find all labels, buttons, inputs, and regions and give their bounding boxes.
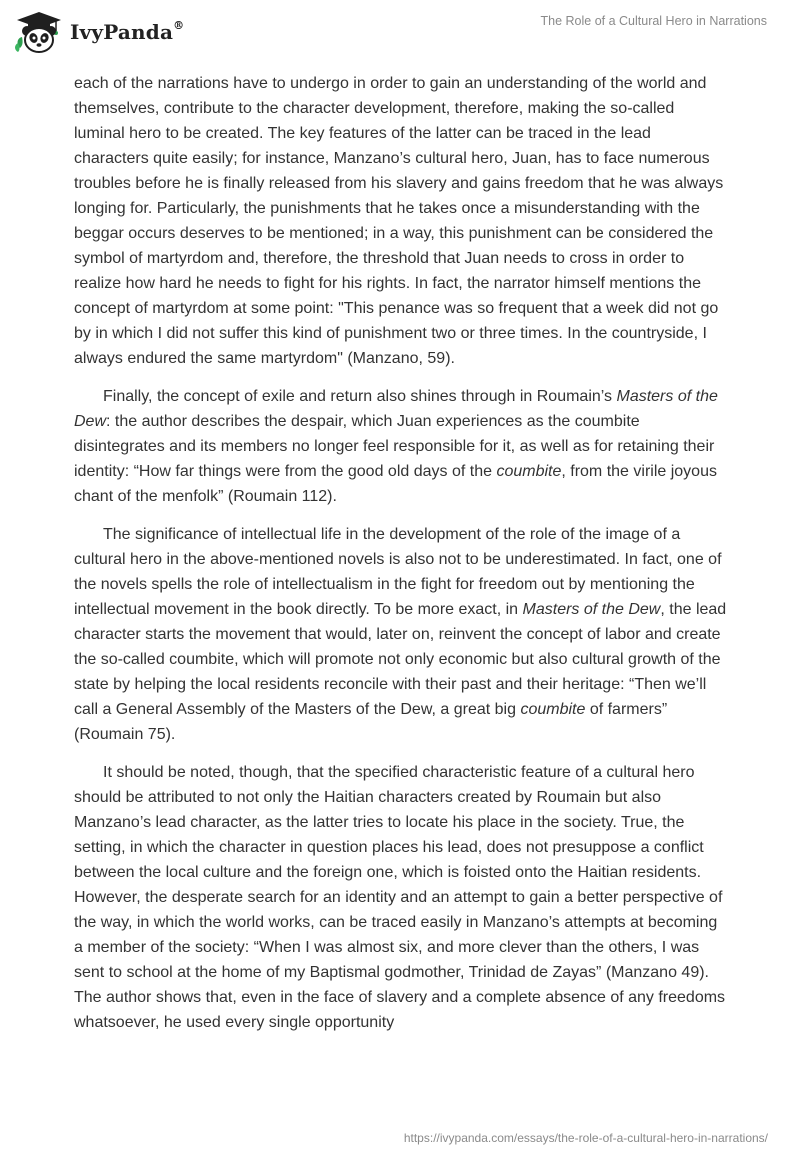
page-header (0, 0, 800, 70)
document-title: The Role of a Cultural Hero in Narrations (540, 14, 767, 28)
source-url-link[interactable]: https://ivypanda.com/essays/the-role-of-a-cultural-hero-in-narrations/ (403, 1131, 768, 1145)
paragraph-1: each of the narrations have to undergo in order to gain an understanding of the world and themselves, contribute to the character development, therefore, making the so-called luminal hero to be created. The key features of the latter can be traced in the lead characters quite easily; for instance, Manzano’s cultural hero, Juan, has to face numerous troubles before he is finally released from his slavery and gains freedom that he was always longing for. Particularly, the punishments that he takes once a misunderstanding with the beggar occurs deserves to be mentioned; in a way, this punishment can be considered the symbol of martyrdom and, therefore, the threshold that Juan needs to cross in order to realize how hard he needs to fight for his rights. In fact, the narrator himself mentions the concept of martyrdom at some point: "This penance was so frequent that a week did not go by in which I did not suffer this kind of punishment two or three times. In the countryside, I always endured the same martyrdom" (Manzano, 59). (74, 75, 724, 367)
term-italic: coumbite (520, 701, 586, 718)
term-italic: coumbite (496, 463, 562, 480)
book-title-italic: Masters of the Dew (74, 388, 718, 430)
book-title-italic: Masters of the Dew (522, 601, 661, 618)
paragraph-2: Finally, the concept of exile and return also shines through in Roumain’s Masters of the Dew: the author describes the despair, which Juan experiences as the coumbite disintegrates and its members no longer feel responsible for it, as well as for retaining their identity: “How far things were from the good old days of the coumbite, from the virile joyous chant of the menfolk” (Roumain 112). (74, 388, 718, 505)
paragraph-4: It should be noted, though, that the specified characteristic feature of a cultural hero should be attributed to not only the Haitian characters created by Roumain but also Manzano’s lead character, as the latter tries to locate his place in the society. True, the setting, in which the character in question places his lead, does not presuppose a conflict between the local culture and the foreign one, which is foisted onto the Haitian residents. However, the desperate search for an identity and an attempt to gain a better perspective of the way, in which the world works, can be traced easily in Manzano’s attempts at becoming a member of the society: “When I was almost six, and more clever than the others, I was sent to school at the home of my Baptismal godmother, Trinidad de Zayas” (Manzano 49). The author shows that, even in the face of slavery and a complete absence of any freedoms whatsoever, he used every single opportunity (74, 764, 726, 1031)
essay-body (74, 71, 728, 1048)
panda-graduate-logo-icon (14, 10, 64, 54)
brand-name: IvyPanda® (70, 19, 185, 44)
registered-mark: ® (173, 19, 185, 33)
brand-logo[interactable] (14, 10, 184, 54)
paragraph-3: The significance of intellectual life in the development of the role of the image of a cultural hero in the above-mentioned novels is also not to be underestimated. In fact, one of the novels spells the role of intellectualism in the fight for freedom out by mentioning the intellectual movement in the book directly. To be more exact, in Masters of the Dew, the lead character starts the movement that would, later on, reinvent the concept of labor and create the so-called coumbite, which will promote not only economic but also cultural growth of the state by helping the local residents reconcile with their past and their heritage: “Then we’ll call a General Assembly of the Masters of the Dew, a great big coumbite of farmers” (Roumain 75). (74, 526, 727, 743)
